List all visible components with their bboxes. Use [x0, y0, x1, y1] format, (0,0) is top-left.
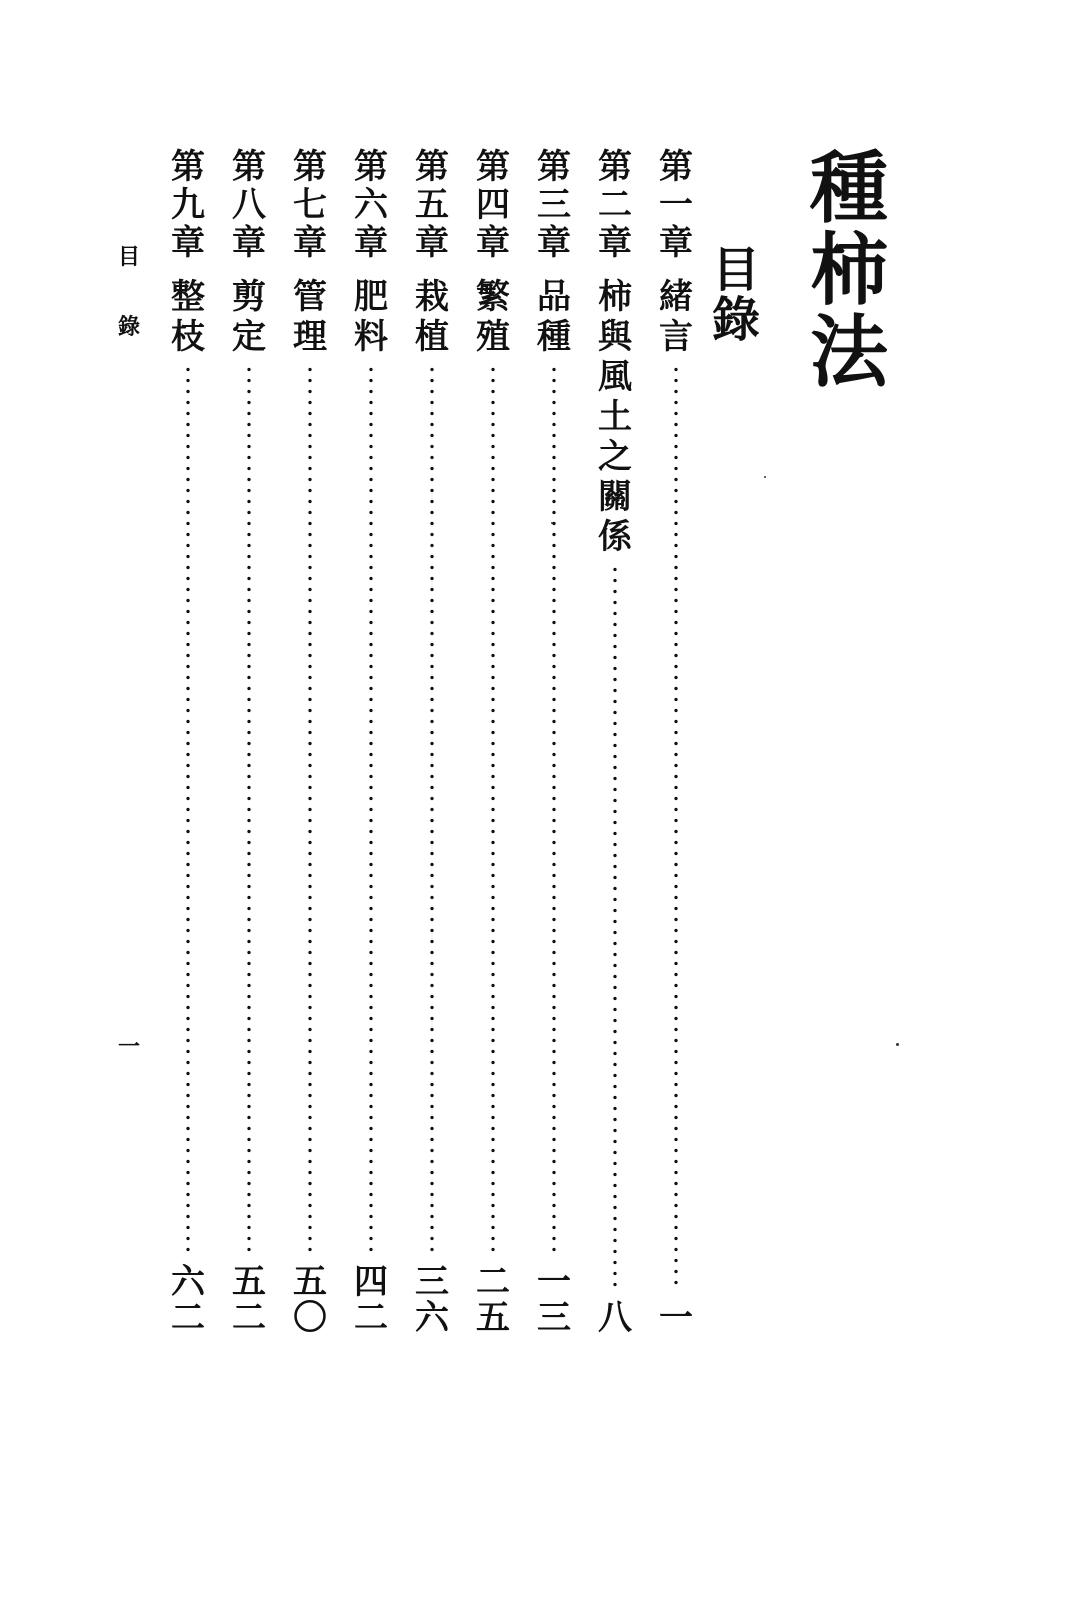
chapter-title-char: 殖 — [476, 317, 510, 357]
page-ref-char: 二 — [354, 1298, 388, 1338]
chapter-title-char: 品 — [537, 277, 571, 317]
chapter-number-char: 八 — [232, 185, 266, 225]
page-ref-char: 三 — [415, 1262, 449, 1302]
chapter-title-char: 風 — [598, 357, 632, 397]
running-head-char: 錄 — [117, 314, 140, 340]
leader-dots — [247, 364, 251, 1255]
chapter-number — [166, 147, 210, 264]
chapter-number-char: 九 — [171, 185, 205, 225]
page-ref-char: 四 — [354, 1262, 388, 1302]
toc-entry — [227, 147, 271, 1338]
page-ref-char: 〇 — [293, 1298, 327, 1338]
chapter-number — [349, 147, 393, 264]
leader-dots — [369, 364, 373, 1255]
chapter-title — [410, 277, 454, 360]
page-ref — [166, 1262, 210, 1338]
chapter-title-char: 料 — [354, 317, 388, 357]
toc-entry — [593, 147, 637, 1338]
chapter-title — [227, 277, 271, 360]
toc-entry — [288, 147, 332, 1338]
chapter-title — [532, 277, 576, 360]
chapter-number-char: 章 — [293, 223, 327, 263]
chapter-number-char: 第 — [537, 147, 571, 187]
chapter-number — [654, 147, 698, 264]
chapter-number-char: 第 — [598, 147, 632, 187]
chapter-title-char: 枝 — [171, 317, 205, 357]
toc-heading-char: 目 — [711, 242, 760, 298]
toc-entry — [532, 147, 576, 1338]
page-ref-char: 五 — [232, 1262, 266, 1302]
toc-entry — [166, 147, 210, 1338]
chapter-title-char: 栽 — [415, 277, 449, 317]
chapter-number-char: 章 — [354, 223, 388, 263]
page-ref-char: 一 — [659, 1298, 693, 1338]
page-ref — [410, 1262, 454, 1338]
chapter-number-char: 章 — [537, 223, 571, 263]
page-ref-char: 六 — [171, 1262, 205, 1302]
leader-dots — [430, 364, 434, 1255]
chapter-number-char: 一 — [659, 185, 693, 225]
page-ref — [227, 1262, 271, 1338]
chapter-number — [593, 147, 637, 264]
page-ref — [593, 1298, 637, 1338]
chapter-title-char: 繁 — [476, 277, 510, 317]
chapter-title-char: 理 — [293, 317, 327, 357]
chapter-title-char: 整 — [171, 277, 205, 317]
page-ref — [532, 1262, 576, 1338]
chapter-number-char: 三 — [537, 185, 571, 225]
page-ref-char: 六 — [415, 1298, 449, 1338]
leader-dots — [186, 364, 190, 1255]
book-title-char: 柿 — [809, 225, 888, 316]
book-title-char: 法 — [809, 307, 888, 398]
chapter-title — [654, 277, 698, 360]
chapter-number — [227, 147, 271, 264]
running-head — [114, 246, 144, 386]
chapter-number-char: 第 — [476, 147, 510, 187]
page-ref — [471, 1262, 515, 1338]
leader-dots — [491, 364, 495, 1255]
chapter-title — [288, 277, 332, 360]
chapter-title-char: 植 — [415, 317, 449, 357]
chapter-number-char: 第 — [171, 147, 205, 187]
page-ref-char: 二 — [232, 1298, 266, 1338]
page-ref-char: 五 — [293, 1262, 327, 1302]
chapter-number-char: 四 — [476, 185, 510, 225]
leader-dots — [674, 364, 678, 1291]
book-title — [808, 143, 890, 398]
page-ref-char: 三 — [537, 1298, 571, 1338]
chapter-number — [532, 147, 576, 264]
chapter-title — [349, 277, 393, 360]
chapter-number-char: 第 — [659, 147, 693, 187]
chapter-number-char: 第 — [415, 147, 449, 187]
toc-heading-char: 錄 — [711, 292, 760, 348]
chapter-title-char: 肥 — [354, 277, 388, 317]
chapter-number-char: 二 — [598, 185, 632, 225]
chapter-number-char: 第 — [354, 147, 388, 187]
page-ref — [349, 1262, 393, 1338]
page-ref-char: 二 — [171, 1298, 205, 1338]
page-ref-char: 二 — [476, 1262, 510, 1302]
chapter-number-char: 章 — [415, 223, 449, 263]
chapter-number-char: 六 — [354, 185, 388, 225]
scan-speck — [551, 522, 553, 524]
chapter-title-char: 土 — [598, 397, 632, 437]
toc-entry — [349, 147, 393, 1338]
chapter-number-char: 第 — [232, 147, 266, 187]
chapter-title-char: 緒 — [659, 277, 693, 317]
chapter-number-char: 第 — [293, 147, 327, 187]
chapter-number-char: 章 — [476, 223, 510, 263]
page-ref — [654, 1298, 698, 1338]
chapter-title-char: 言 — [659, 317, 693, 357]
page-number: 一 — [117, 1034, 140, 1060]
toc-entry — [471, 147, 515, 1338]
chapter-title-char: 種 — [537, 317, 571, 357]
chapter-title — [471, 277, 515, 360]
chapter-number-char: 章 — [598, 223, 632, 263]
chapter-title-char: 與 — [598, 317, 632, 357]
chapter-number — [288, 147, 332, 264]
toc-entry — [654, 147, 698, 1338]
running-head-char: 目 — [117, 244, 140, 270]
chapter-number-char: 章 — [232, 223, 266, 263]
chapter-number-char: 章 — [171, 223, 205, 263]
leader-dots — [308, 364, 312, 1255]
scan-speck — [764, 476, 766, 478]
chapter-title-char: 關 — [598, 477, 632, 517]
chapter-number-char: 章 — [659, 223, 693, 263]
chapter-title — [166, 277, 210, 360]
toc-entry — [410, 147, 454, 1338]
page-ref — [288, 1262, 332, 1338]
chapter-title — [593, 277, 637, 560]
chapter-title-char: 係 — [598, 517, 632, 557]
chapter-title-char: 定 — [232, 317, 266, 357]
page-ref-char: 八 — [598, 1298, 632, 1338]
chapter-title-char: 管 — [293, 277, 327, 317]
leader-dots — [552, 364, 556, 1255]
scan-speck — [896, 1043, 899, 1046]
chapter-number — [471, 147, 515, 264]
chapter-number — [410, 147, 454, 264]
page-ref-char: 一 — [537, 1262, 571, 1302]
leader-dots — [613, 564, 617, 1291]
book-title-char: 種 — [809, 143, 888, 234]
chapter-title-char: 剪 — [232, 277, 266, 317]
chapter-number-char: 五 — [415, 185, 449, 225]
toc-heading — [706, 242, 766, 348]
chapter-title-char: 之 — [598, 437, 632, 477]
chapter-number-char: 七 — [293, 185, 327, 225]
chapter-title-char: 柿 — [598, 277, 632, 317]
page-ref-char: 五 — [476, 1298, 510, 1338]
